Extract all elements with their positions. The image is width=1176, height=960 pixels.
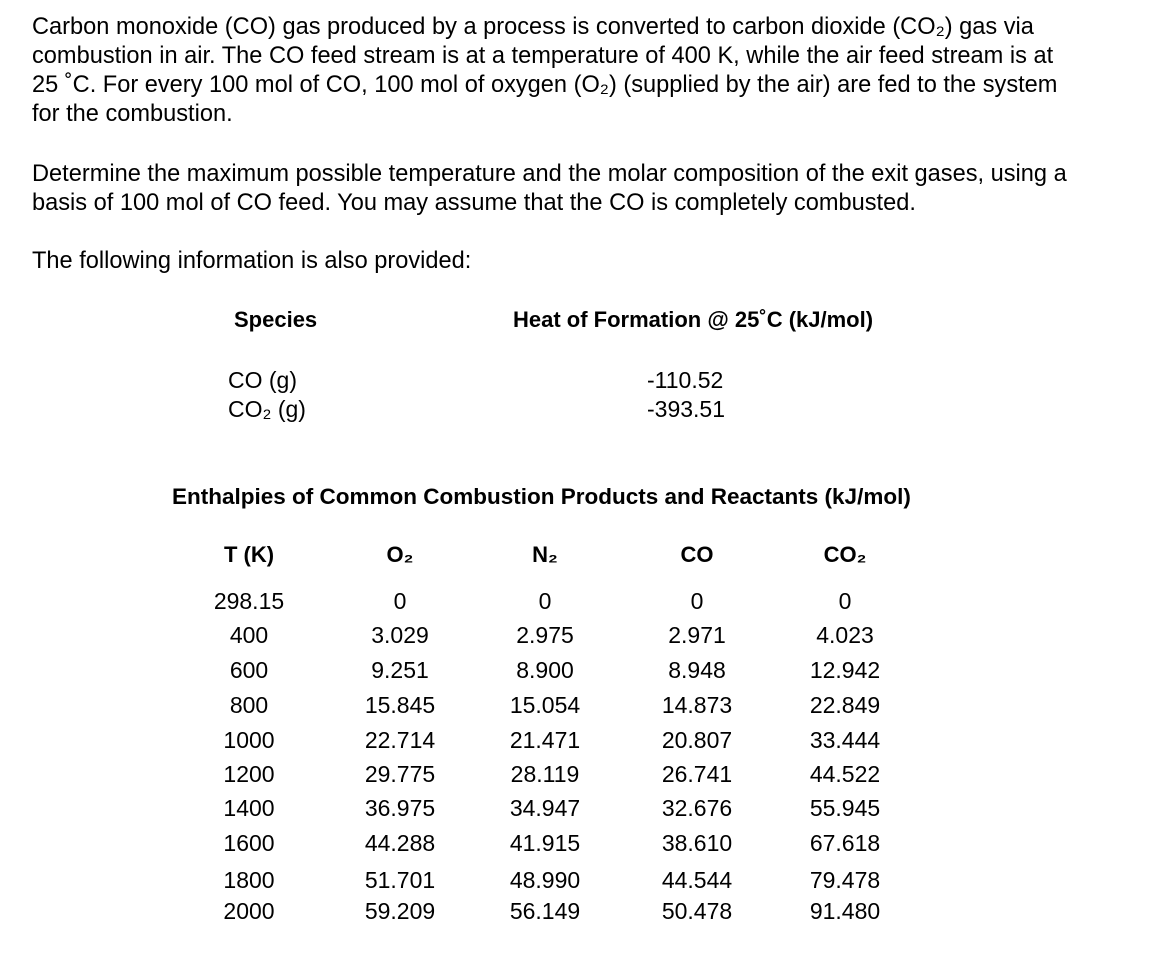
heat-of-formation-header: Heat of Formation @ 25˚C (kJ/mol) [513,307,874,332]
cell-t: 298.15 [213,588,285,614]
cell-o2: 15.845 [364,692,436,718]
cell-n2: 56.149 [509,898,581,924]
cell-co: 32.676 [661,795,733,821]
cell-co2: 79.478 [809,867,881,893]
cell-o2: 36.975 [364,795,436,821]
cell-co2: 12.942 [809,657,881,683]
cell-co: 38.610 [661,830,733,856]
cell-n2: 48.990 [509,867,581,893]
cell-co2: 0 [838,588,852,614]
cell-n2: 15.054 [509,692,581,718]
header-n2: N₂ [532,542,558,567]
paragraph-line: 25 ˚C. For every 100 mol of CO, 100 mol of oxygen (O₂) (supplied by the air) are fed to the system [32,72,1058,98]
cell-o2: 0 [393,588,407,614]
species-cell: CO (g) [228,367,297,393]
cell-co2: 55.945 [809,795,881,821]
cell-t: 1200 [223,761,275,787]
cell-t: 400 [229,622,269,648]
species-header: Species [234,307,318,332]
paragraph-line: for the combustion. [32,101,233,127]
cell-co2: 22.849 [809,692,881,718]
cell-o2: 29.775 [364,761,436,787]
header-co2: CO₂ [823,542,867,567]
cell-co: 8.948 [668,657,726,683]
cell-co2: 33.444 [809,727,881,753]
header-o2: O₂ [386,542,414,567]
cell-co: 14.873 [661,692,733,718]
cell-t: 600 [229,657,269,683]
cell-o2: 22.714 [364,727,436,753]
paragraph-line: Determine the maximum possible temperature and the molar composition of the exit gases, using a [32,161,1067,187]
cell-co: 2.971 [668,622,726,648]
cell-co2: 91.480 [809,898,881,924]
paragraph-line: basis of 100 mol of CO feed. You may assume that the CO is completely combusted. [32,190,916,216]
cell-co: 0 [690,588,704,614]
cell-n2: 8.900 [516,657,574,683]
cell-co: 50.478 [661,898,733,924]
cell-n2: 28.119 [510,761,580,787]
paragraph-line: The following information is also provided: [32,248,472,274]
value-cell: -393.51 [647,396,726,422]
cell-n2: 21.471 [509,727,581,753]
cell-t: 1800 [223,867,275,893]
header-co: CO [680,542,714,567]
paragraph-line: combustion in air. The CO feed stream is at a temperature of 400 K, while the air feed stream is at [32,43,1054,69]
cell-o2: 3.029 [371,622,429,648]
cell-n2: 41.915 [509,830,581,856]
cell-n2: 34.947 [509,795,581,821]
cell-o2: 9.251 [371,657,429,683]
enthalpy-table-title: Enthalpies of Common Combustion Products and Reactants (kJ/mol) [172,484,911,509]
cell-co2: 67.618 [809,830,881,856]
cell-co: 44.544 [661,867,733,893]
cell-co: 20.807 [661,727,733,753]
paragraph-line: Carbon monoxide (CO) gas produced by a process is converted to carbon dioxide (CO₂) gas via [32,14,1034,40]
cell-n2: 2.975 [516,622,574,648]
cell-o2: 59.209 [364,898,436,924]
cell-co: 26.741 [661,761,733,787]
cell-o2: 51.701 [364,867,436,893]
cell-n2: 0 [538,588,552,614]
cell-co2: 4.023 [816,622,874,648]
cell-co2: 44.522 [809,761,881,787]
cell-t: 800 [229,692,269,718]
cell-t: 1400 [223,795,275,821]
cell-t: 2000 [223,898,275,924]
cell-t: 1000 [223,727,275,753]
species-cell: CO₂ (g) [228,396,306,422]
cell-t: 1600 [223,830,275,856]
header-t: T (K) [223,542,275,567]
value-cell: -110.52 [647,367,724,393]
cell-o2: 44.288 [364,830,436,856]
